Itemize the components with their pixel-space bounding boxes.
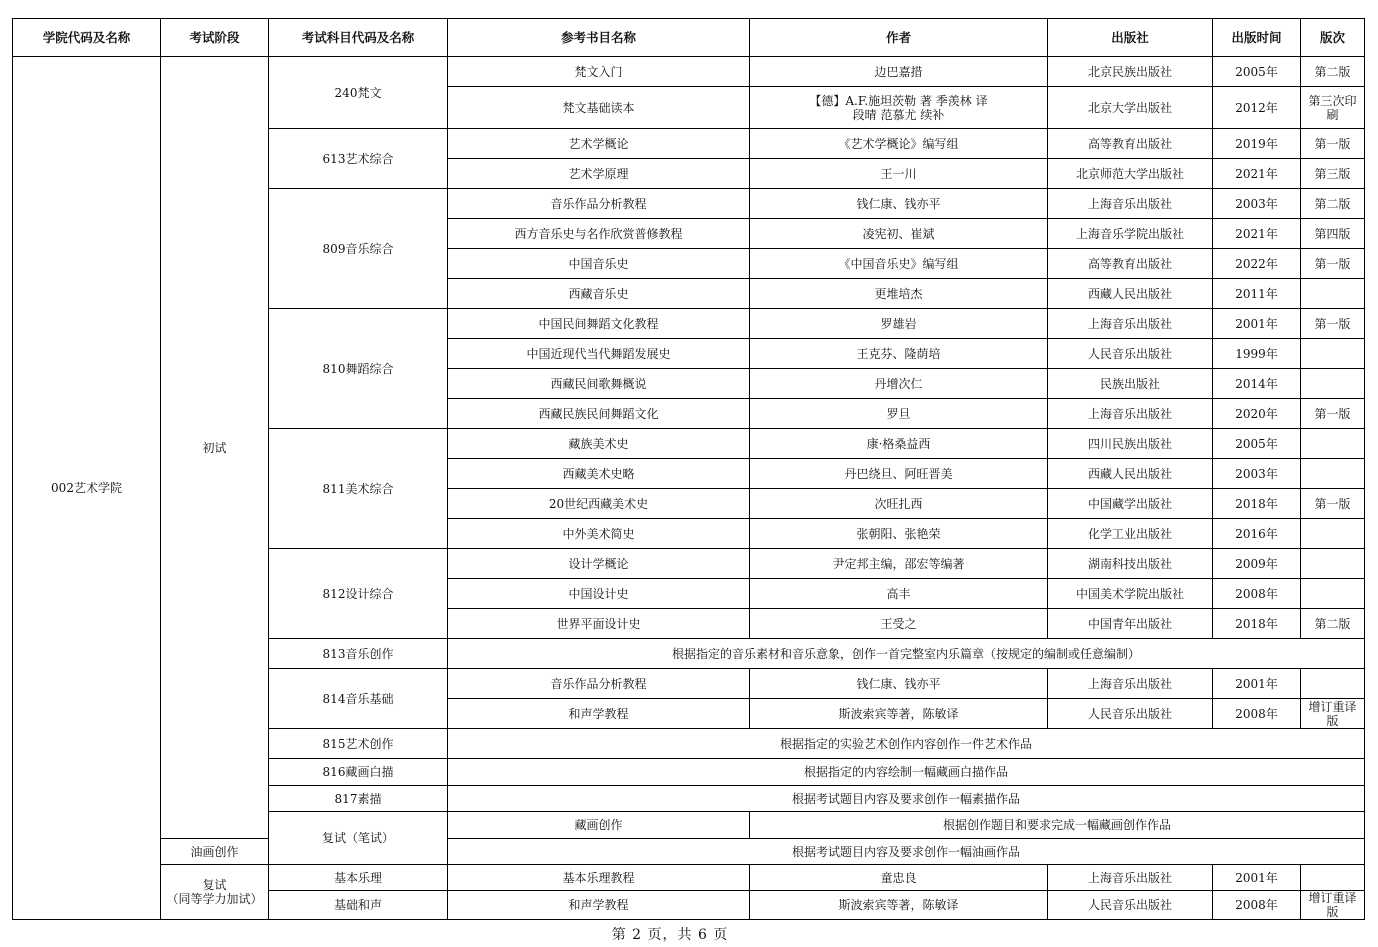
header-book-title: 参考书目名称	[448, 19, 750, 57]
edition-cell: 第二版	[1301, 609, 1365, 639]
subject-cell: 812设计综合	[269, 549, 448, 639]
author-cell: 高丰	[750, 579, 1048, 609]
requirement-cell: 根据创作题目和要求完成一幅藏画创作作品	[750, 812, 1365, 839]
year-cell: 2003年	[1213, 459, 1301, 489]
book-title-cell: 世界平面设计史	[448, 609, 750, 639]
header-publisher: 出版社	[1048, 19, 1213, 57]
subject-cell: 油画创作	[161, 839, 269, 865]
book-title-cell: 中国民间舞蹈文化教程	[448, 309, 750, 339]
author-cell: 王受之	[750, 609, 1048, 639]
author-cell: 更堆培杰	[750, 279, 1048, 309]
book-title-cell: 中国设计史	[448, 579, 750, 609]
year-cell: 2001年	[1213, 309, 1301, 339]
requirement-cell: 根据指定的实验艺术创作内容创作一件艺术作品	[448, 729, 1365, 759]
author-cell: 【德】A.F.施坦茨勒 著 季羡林 译 段晴 范慕尤 续补	[750, 87, 1048, 129]
year-cell: 2009年	[1213, 549, 1301, 579]
book-title-cell: 西方音乐史与名作欣赏普修教程	[448, 219, 750, 249]
book-title-cell: 和声学教程	[448, 699, 750, 729]
edition-cell	[1301, 579, 1365, 609]
year-cell: 2001年	[1213, 669, 1301, 699]
book-title-cell: 艺术学原理	[448, 159, 750, 189]
year-cell: 2021年	[1213, 159, 1301, 189]
publisher-cell: 北京师范大学出版社	[1048, 159, 1213, 189]
year-cell: 2016年	[1213, 519, 1301, 549]
year-cell: 2020年	[1213, 399, 1301, 429]
book-title-cell: 中外美术简史	[448, 519, 750, 549]
subject-cell: 810舞蹈综合	[269, 309, 448, 429]
year-cell: 2001年	[1213, 865, 1301, 891]
author-cell: 边巴嘉措	[750, 57, 1048, 87]
edition-cell	[1301, 865, 1365, 891]
requirement-cell: 根据考试题目内容及要求创作一幅油画作品	[448, 839, 1365, 865]
year-cell: 2012年	[1213, 87, 1301, 129]
edition-cell: 第一版	[1301, 249, 1365, 279]
edition-cell	[1301, 279, 1365, 309]
book-title-cell: 梵文基础读本	[448, 87, 750, 129]
publisher-cell: 北京民族出版社	[1048, 57, 1213, 87]
author-cell: 罗旦	[750, 399, 1048, 429]
year-cell: 2011年	[1213, 279, 1301, 309]
author-cell: 罗雄岩	[750, 309, 1048, 339]
author-cell: 张朝阳、张艳荣	[750, 519, 1048, 549]
header-subject: 考试科目代码及名称	[269, 19, 448, 57]
author-cell: 次旺扎西	[750, 489, 1048, 519]
book-title-cell: 和声学教程	[448, 891, 750, 920]
header-author: 作者	[750, 19, 1048, 57]
author-cell: 斯波索宾等著，陈敏译	[750, 891, 1048, 920]
book-title-cell: 艺术学概论	[448, 129, 750, 159]
publisher-cell: 中国美术学院出版社	[1048, 579, 1213, 609]
publisher-cell: 中国青年出版社	[1048, 609, 1213, 639]
author-cell: 《中国音乐史》编写组	[750, 249, 1048, 279]
year-cell: 2018年	[1213, 489, 1301, 519]
year-cell: 2005年	[1213, 429, 1301, 459]
edition-cell	[1301, 369, 1365, 399]
stage-retest-extra-cell: 复试 （同等学力加试）	[161, 865, 269, 920]
publisher-cell: 湖南科技出版社	[1048, 549, 1213, 579]
subject-cell: 813音乐创作	[269, 639, 448, 669]
edition-cell: 增订重译版	[1301, 891, 1365, 920]
year-cell: 2003年	[1213, 189, 1301, 219]
stage-retest-written-cell: 复试（笔试）	[269, 812, 448, 865]
book-title-cell: 音乐作品分析教程	[448, 669, 750, 699]
edition-cell: 第三次印刷	[1301, 87, 1365, 129]
book-title-cell: 梵文入门	[448, 57, 750, 87]
publisher-cell: 人民音乐出版社	[1048, 339, 1213, 369]
subject-cell: 811美术综合	[269, 429, 448, 549]
publisher-cell: 化学工业出版社	[1048, 519, 1213, 549]
subject-cell: 基础和声	[269, 891, 448, 920]
author-cell: 康·格桑益西	[750, 429, 1048, 459]
author-cell: 王一川	[750, 159, 1048, 189]
table-row	[13, 865, 1365, 891]
year-cell: 2022年	[1213, 249, 1301, 279]
edition-cell: 第二版	[1301, 57, 1365, 87]
book-title-cell: 西藏音乐史	[448, 279, 750, 309]
publisher-cell: 民族出版社	[1048, 369, 1213, 399]
author-cell: 尹定邦主编，邵宏等编著	[750, 549, 1048, 579]
edition-cell	[1301, 339, 1365, 369]
book-title-cell: 音乐作品分析教程	[448, 189, 750, 219]
publisher-cell: 人民音乐出版社	[1048, 891, 1213, 920]
edition-cell	[1301, 669, 1365, 699]
publisher-cell: 上海音乐出版社	[1048, 309, 1213, 339]
publisher-cell: 上海音乐出版社	[1048, 189, 1213, 219]
year-cell: 2008年	[1213, 579, 1301, 609]
table-row	[13, 839, 1365, 865]
year-cell: 2005年	[1213, 57, 1301, 87]
book-title-cell: 中国音乐史	[448, 249, 750, 279]
edition-cell: 第二版	[1301, 189, 1365, 219]
requirement-cell: 根据指定的内容绘制一幅藏画白描作品	[448, 759, 1365, 786]
stage-first-cell: 初试	[161, 57, 269, 839]
requirement-cell: 根据考试题目内容及要求创作一幅素描作品	[448, 786, 1365, 812]
edition-cell: 第一版	[1301, 309, 1365, 339]
edition-cell: 第一版	[1301, 489, 1365, 519]
publisher-cell: 西藏人民出版社	[1048, 279, 1213, 309]
subject-cell: 基本乐理	[269, 865, 448, 891]
author-cell: 《艺术学概论》编写组	[750, 129, 1048, 159]
book-title-cell: 西藏民间歌舞概说	[448, 369, 750, 399]
subject-cell: 817素描	[269, 786, 448, 812]
author-cell: 丹增次仁	[750, 369, 1048, 399]
edition-cell: 第一版	[1301, 399, 1365, 429]
edition-cell	[1301, 549, 1365, 579]
author-cell: 钱仁康、钱亦平	[750, 669, 1048, 699]
year-cell: 2008年	[1213, 699, 1301, 729]
edition-cell: 第四版	[1301, 219, 1365, 249]
book-title-cell: 20世纪西藏美术史	[448, 489, 750, 519]
publisher-cell: 西藏人民出版社	[1048, 459, 1213, 489]
year-cell: 2018年	[1213, 609, 1301, 639]
table-row	[13, 57, 1365, 87]
author-cell: 凌宪初、崔斌	[750, 219, 1048, 249]
requirement-cell: 根据指定的音乐素材和音乐意象，创作一首完整室内乐篇章（按规定的编制或任意编制）	[448, 639, 1365, 669]
college-cell: 002艺术学院	[13, 57, 161, 920]
author-cell: 童忠良	[750, 865, 1048, 891]
publisher-cell: 上海音乐出版社	[1048, 399, 1213, 429]
subject-cell: 藏画创作	[448, 812, 750, 839]
author-cell: 王克芬、隆荫培	[750, 339, 1048, 369]
publisher-cell: 上海音乐出版社	[1048, 669, 1213, 699]
edition-cell	[1301, 429, 1365, 459]
author-cell: 斯波索宾等著，陈敏译	[750, 699, 1048, 729]
header-stage: 考试阶段	[161, 19, 269, 57]
year-cell: 2008年	[1213, 891, 1301, 920]
book-title-cell: 西藏美术史略	[448, 459, 750, 489]
edition-cell: 第一版	[1301, 129, 1365, 159]
header-year: 出版时间	[1213, 19, 1301, 57]
publisher-cell: 四川民族出版社	[1048, 429, 1213, 459]
author-cell: 钱仁康、钱亦平	[750, 189, 1048, 219]
table-header-row	[13, 19, 1365, 57]
author-cell: 丹巴绕旦、阿旺晋美	[750, 459, 1048, 489]
edition-cell	[1301, 519, 1365, 549]
year-cell: 1999年	[1213, 339, 1301, 369]
year-cell: 2021年	[1213, 219, 1301, 249]
book-title-cell: 设计学概论	[448, 549, 750, 579]
year-cell: 2019年	[1213, 129, 1301, 159]
edition-cell: 第三版	[1301, 159, 1365, 189]
publisher-cell: 高等教育出版社	[1048, 129, 1213, 159]
subject-cell: 814音乐基础	[269, 669, 448, 729]
publisher-cell: 上海音乐学院出版社	[1048, 219, 1213, 249]
subject-cell: 240梵文	[269, 57, 448, 129]
publisher-cell: 人民音乐出版社	[1048, 699, 1213, 729]
reference-book-table	[12, 18, 1365, 920]
subject-cell: 816藏画白描	[269, 759, 448, 786]
book-title-cell: 中国近现代当代舞蹈发展史	[448, 339, 750, 369]
book-title-cell: 基本乐理教程	[448, 865, 750, 891]
publisher-cell: 高等教育出版社	[1048, 249, 1213, 279]
header-college: 学院代码及名称	[13, 19, 161, 57]
subject-cell: 809音乐综合	[269, 189, 448, 309]
edition-cell: 增订重译版	[1301, 699, 1365, 729]
header-edition: 版次	[1301, 19, 1365, 57]
page-footer: 第 2 页，共 6 页	[611, 927, 729, 943]
edition-cell	[1301, 459, 1365, 489]
book-title-cell: 藏族美术史	[448, 429, 750, 459]
publisher-cell: 中国藏学出版社	[1048, 489, 1213, 519]
publisher-cell: 上海音乐出版社	[1048, 865, 1213, 891]
subject-cell: 815艺术创作	[269, 729, 448, 759]
year-cell: 2014年	[1213, 369, 1301, 399]
book-title-cell: 西藏民族民间舞蹈文化	[448, 399, 750, 429]
subject-cell: 613艺术综合	[269, 129, 448, 189]
publisher-cell: 北京大学出版社	[1048, 87, 1213, 129]
